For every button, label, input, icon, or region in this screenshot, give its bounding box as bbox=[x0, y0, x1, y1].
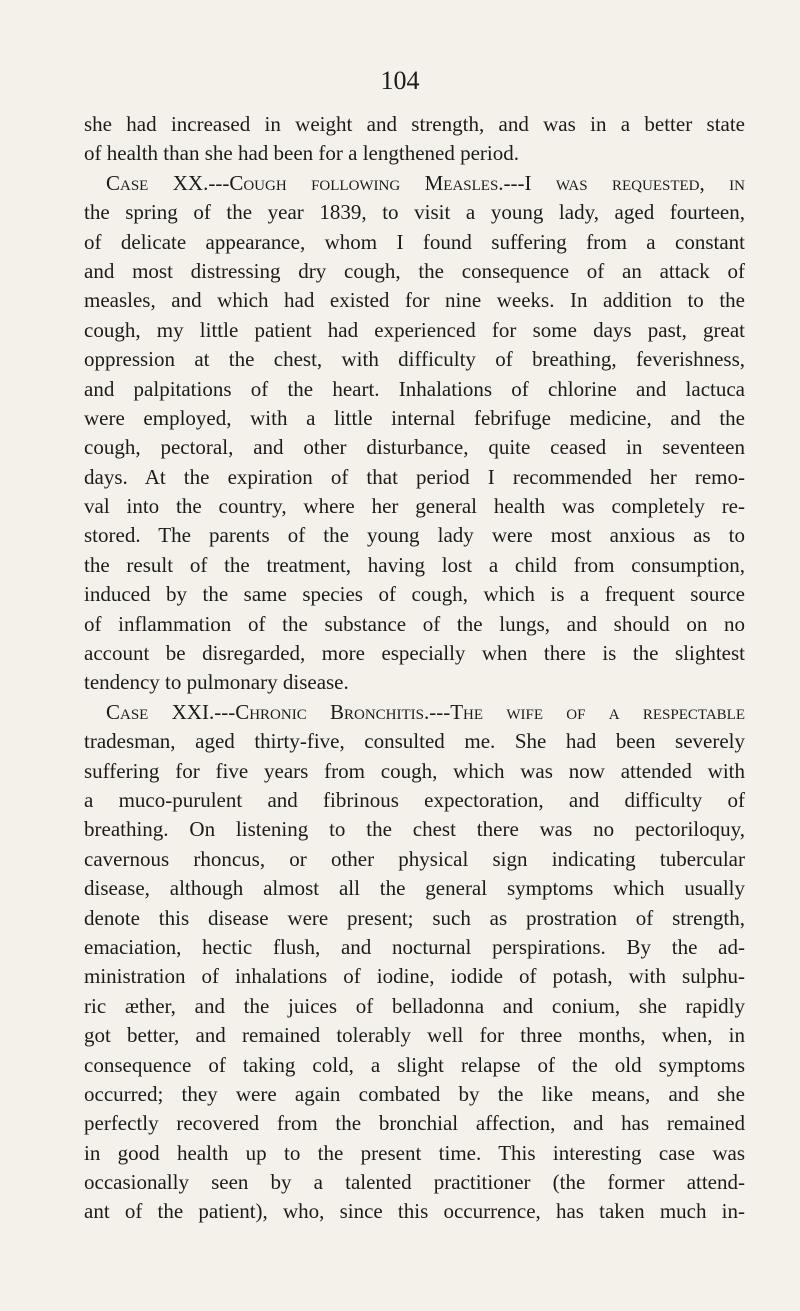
text-line: and most distressing dry cough, the consequence of an attack of bbox=[84, 258, 745, 283]
text-line: a muco-purulent and fibrinous expectoration, and difficulty of bbox=[84, 787, 745, 812]
text-line: measles, and which had existed for nine weeks. In addition to the bbox=[84, 288, 745, 313]
text-line: of inflammation of the substance of the lungs, and should on no bbox=[84, 611, 745, 636]
text-line: suffering for five years from cough, which was now attended with bbox=[84, 758, 745, 783]
text-line: disease, although almost all the general symptoms which usually bbox=[84, 876, 745, 901]
text-line: emaciation, hectic flush, and nocturnal perspirations. By the ad- bbox=[84, 934, 745, 959]
text-line: occasionally seen by a talented practitioner (the former attend- bbox=[84, 1170, 745, 1195]
text-line: perfectly recovered from the bronchial affection, and has remained bbox=[84, 1111, 745, 1136]
text-line: of delicate appearance, whom I found suffering from a constant bbox=[84, 229, 745, 254]
text-line: induced by the same species of cough, which is a frequent source bbox=[84, 582, 745, 607]
page-number: 104 bbox=[380, 66, 420, 95]
text-line: cough, my little patient had experienced for some days past, great bbox=[84, 317, 745, 342]
text-line: tendency to pulmonary disease. bbox=[84, 670, 349, 695]
text-line: and palpitations of the heart. Inhalations of chlorine and lactuca bbox=[84, 376, 745, 401]
text-line: days. At the expiration of that period I recommended her remo- bbox=[84, 464, 745, 489]
case-label: Case XX. bbox=[106, 170, 209, 195]
case-title: ---Chronic Bronchitis.---The wife of a respectable bbox=[214, 699, 745, 724]
text-line: occurred; they were again combated by the like means, and she bbox=[84, 1081, 745, 1106]
text-line: breathing. On listening to the chest there was no pectoriloquy, bbox=[84, 817, 745, 842]
text-line: cavernous rhoncus, or other physical sign indicating tubercular bbox=[84, 846, 745, 871]
text-line: cough, pectoral, and other disturbance, quite ceased in seventeen bbox=[84, 435, 745, 460]
text-line: were employed, with a little internal febrifuge medicine, and the bbox=[84, 405, 745, 430]
case-heading-line bbox=[84, 169, 745, 198]
text-line: got better, and remained tolerably well for three months, when, in bbox=[84, 1023, 745, 1048]
case-heading-line bbox=[84, 698, 745, 727]
case-title: ---Cough following Measles.---I was requested, in bbox=[208, 170, 745, 195]
text-line: oppression at the chest, with difficulty of breathing, feverishness, bbox=[84, 347, 745, 372]
text-line: the spring of the year 1839, to visit a young lady, aged fourteen, bbox=[84, 200, 745, 225]
text-line: denote this disease were present; such as prostration of strength, bbox=[84, 905, 745, 930]
text-line: val into the country, where her general health was completely re- bbox=[84, 494, 745, 519]
text-line: she had increased in weight and strength, and was in a better state bbox=[84, 112, 745, 136]
case-label: Case XXI. bbox=[106, 699, 215, 724]
text-line: tradesman, aged thirty-five, consulted me. She had been severely bbox=[84, 729, 745, 754]
text-line: ric æther, and the juices of belladonna and conium, she rapidly bbox=[84, 993, 745, 1018]
text-line: consequence of taking cold, a slight relapse of the old symptoms bbox=[84, 1052, 745, 1077]
text-line: of health than she had been for a lengthened period. bbox=[84, 141, 520, 166]
text-line: in good health up to the present time. This interesting case was bbox=[84, 1140, 745, 1165]
body-text bbox=[84, 110, 745, 1227]
text-line: ant of the patient), who, since this occurrence, has taken much in- bbox=[84, 1199, 745, 1224]
text-line: account be disregarded, more especially when there is the slightest bbox=[84, 641, 745, 666]
text-line: stored. The parents of the young lady were most anxious as to bbox=[84, 523, 745, 548]
text-line: the result of the treatment, having lost a child from consumption, bbox=[84, 552, 745, 577]
text-line: ministration of inhalations of iodine, iodide of potash, with sulphu- bbox=[84, 964, 745, 989]
